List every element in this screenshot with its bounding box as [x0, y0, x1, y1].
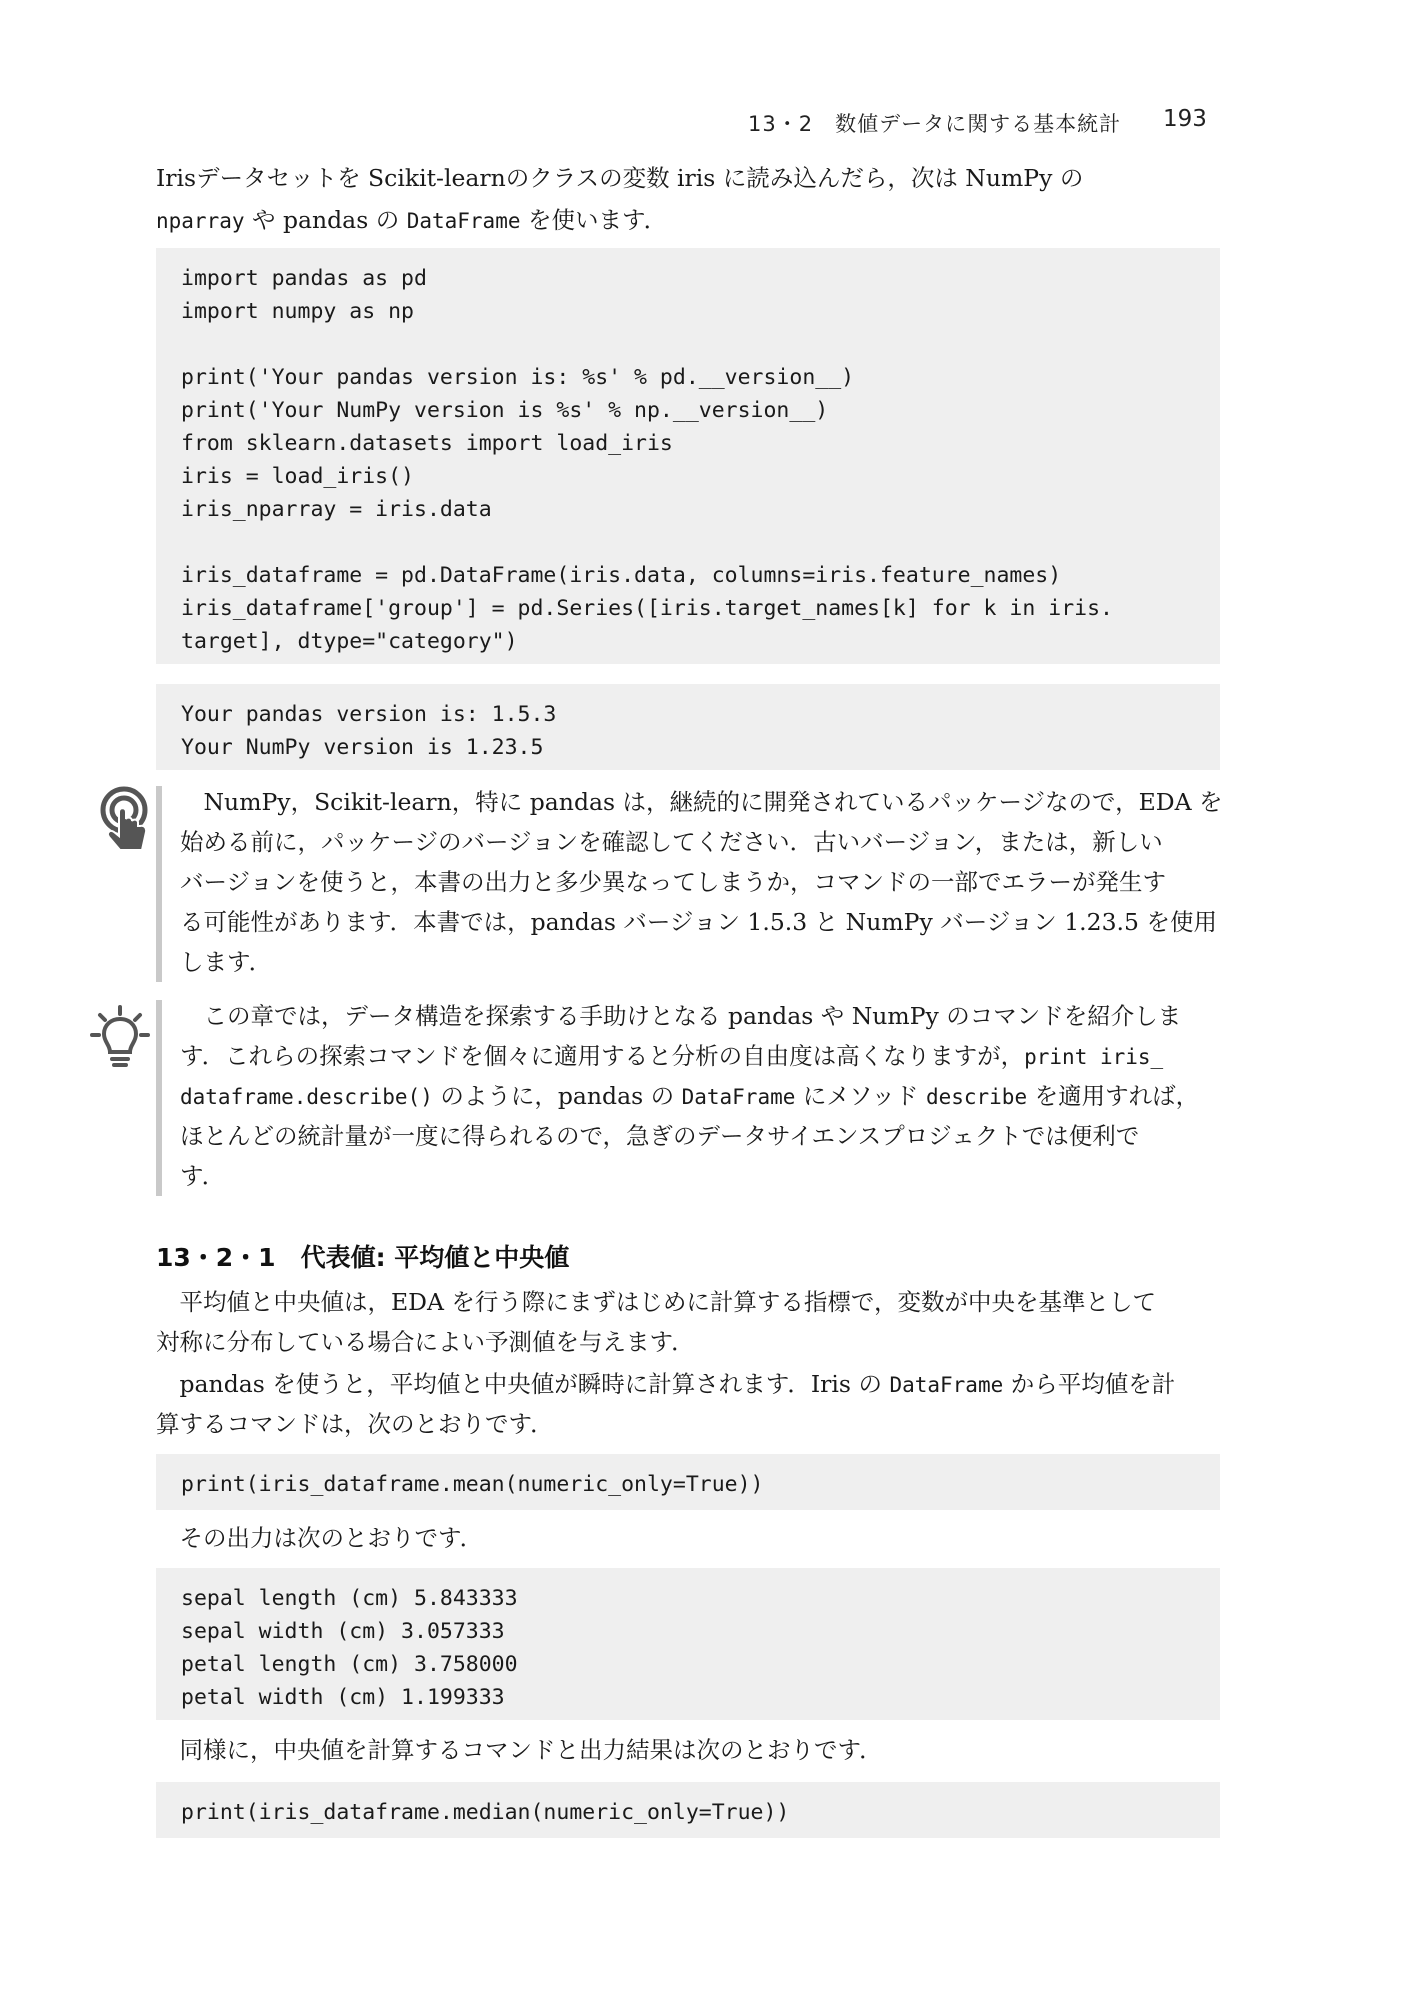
code-line: iris_dataframe = pd.DataFrame(iris.data, columns=iris.feature_names): [181, 563, 1062, 588]
para1-line-2: 対称に分布している場合によい予測値を与えます．: [156, 1328, 695, 1356]
para2-line-2: 算するコマンドは，次のとおりです．: [156, 1410, 554, 1438]
code-line: [181, 328, 1220, 361]
note2-line-3: [180, 1076, 1199, 1117]
text-run: す．これらの探索コマンドを個々に適用すると分析の自由度は高くなりますが，: [180, 1042, 1025, 1070]
inline-code: dataframe.describe(): [180, 1085, 433, 1109]
output-line: sepal width (cm) 3.057333: [181, 1619, 505, 1644]
code-line: import pandas as pd: [181, 266, 427, 291]
code-line: iris_dataframe['group'] = pd.Series([iris.target_names[k] for k in iris.: [181, 596, 1113, 621]
note2-line-1: この章では，データ構造を探索する手助けとなる pandas や NumPy のコマンドを紹介しま: [180, 1002, 1182, 1030]
note1-line: NumPy，Scikit-learn，特に pandas は，継続的に開発されているパッケージなので，EDA を: [180, 788, 1223, 816]
output-line: petal length (cm) 3.758000: [181, 1652, 518, 1677]
output-block-mean: [156, 1568, 1220, 1720]
note2-line-5: す．: [180, 1162, 226, 1190]
lightbulb-icon: [90, 1005, 150, 1075]
note-sidebar: [156, 786, 162, 982]
code-line: import numpy as np: [181, 299, 414, 324]
text-run: にメソッド: [795, 1082, 926, 1110]
note2-line-4: ほとんどの統計量が一度に得られるので，急ぎのデータサイエンスプロジェクトでは便利で: [180, 1122, 1140, 1150]
text-run: のように，pandas の: [432, 1082, 682, 1110]
note2-line-2: [180, 1036, 1163, 1077]
para3: その出力は次のとおりです．: [156, 1524, 484, 1552]
note1-line: します．: [180, 948, 273, 976]
output-line: petal width (cm) 1.199333: [181, 1685, 505, 1710]
code-line: target], dtype="category"): [181, 629, 518, 654]
para4: 同様に，中央値を計算するコマンドと出力結果は次のとおりです．: [156, 1736, 883, 1764]
output-line: sepal length (cm) 5.843333: [181, 1586, 518, 1611]
code-line: [181, 526, 1220, 559]
note1-line: バージョンを使うと，本書の出力と多少異なってしまうか，コマンドの一部でエラーが発生す: [180, 868, 1167, 896]
output-line: Your pandas version is: 1.5.3: [181, 702, 557, 727]
output-line: Your NumPy version is 1.23.5: [181, 735, 544, 760]
section-heading: 13・2・1 代表値: 平均値と中央値: [156, 1243, 570, 1272]
inline-code: nparray: [156, 209, 245, 233]
inline-code: DataFrame: [889, 1373, 1004, 1397]
code-line: iris_nparray = iris.data: [181, 497, 492, 522]
inline-code: DataFrame: [681, 1085, 796, 1109]
inline-code: describe: [925, 1085, 1028, 1109]
code-block-load-iris: [156, 248, 1220, 664]
code-line: print(iris_dataframe.median(numeric_only=True)): [181, 1800, 790, 1825]
intro-line-2: [156, 200, 667, 241]
code-line: print('Your pandas version is: %s' % pd.__version__): [181, 365, 855, 390]
tip-sidebar: [156, 1000, 162, 1196]
page-number: 193: [1163, 106, 1207, 132]
code-line: from sklearn.datasets import load_iris: [181, 431, 673, 456]
output-block-versions: [156, 684, 1220, 770]
text-run: から平均値を計: [1003, 1370, 1176, 1398]
para1-line-1: 平均値と中央値は，EDA を行う際にまずはじめに計算する指標で，変数が中央を基準として: [156, 1288, 1156, 1316]
text-run: pandas を使うと，平均値と中央値が瞬時に計算されます．Iris の: [156, 1370, 890, 1398]
running-header-section: 13・2 数値データに関する基本統計: [748, 112, 1122, 136]
text-run: を使います．: [520, 206, 668, 234]
code-block-mean: [156, 1454, 1220, 1510]
text-run: を適用すれば，: [1027, 1082, 1200, 1110]
code-line: print('Your NumPy version is %s' % np.__version__): [181, 398, 829, 423]
inline-code: DataFrame: [406, 209, 521, 233]
para2-line-1: [156, 1364, 1175, 1405]
touch-hand-icon: [100, 786, 152, 860]
note1-line: る可能性があります．本書では，pandas バージョン 1.5.3 と NumPy バージョン 1.23.5 を使用: [180, 908, 1217, 936]
intro-line-1: Irisデータセットを Scikit-learnのクラスの変数 iris に読み込んだら，次は NumPy の: [156, 164, 1084, 192]
code-block-median: [156, 1782, 1220, 1838]
text-run: や pandas の: [244, 206, 407, 234]
code-line: print(iris_dataframe.mean(numeric_only=True)): [181, 1472, 764, 1497]
inline-code: print iris_: [1024, 1045, 1164, 1069]
code-line: iris = load_iris(): [181, 464, 414, 489]
note1-line: 始める前に，パッケージのバージョンを確認してください．古いバージョン，または，新しい: [180, 828, 1163, 856]
